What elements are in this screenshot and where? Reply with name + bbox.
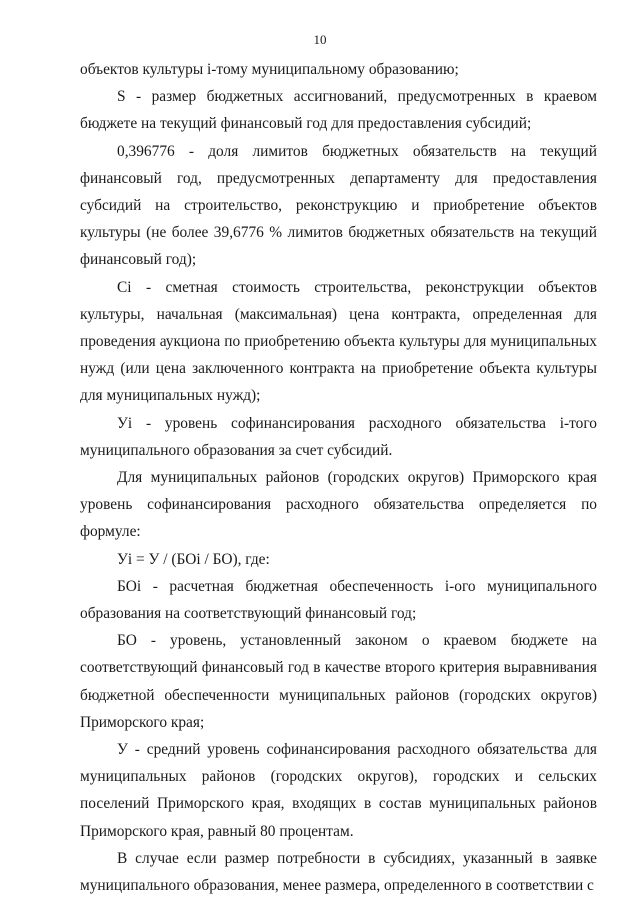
paragraph-continuation: объектов культуры i-тому муниципальному образованию; xyxy=(80,61,459,78)
paragraph-definition-bo: БО - уровень, установленный законом о краевом бюджете на соответствующий финансовый год в качестве второго критерия выравнивания бюджетной обеспеченности муниципальных районов (городских округов) Приморского края; xyxy=(80,632,597,731)
paragraph-final: В случае если размер потребности в субсидиях, указанный в заявке муниципального образования, менее размера, определенного в соответствии с xyxy=(80,849,597,895)
document-body xyxy=(80,56,597,899)
page-number: 10 xyxy=(313,32,327,47)
paragraph-definition-y: У - средний уровень софинансирования расходного обязательства для муниципальных районов (городских округов), городских и сельских поселений Приморского края, входящих в состав муниципальных районов Приморского края, равный 80 процентам. xyxy=(80,741,597,840)
paragraph-formula: Уi = У / (БОi / БО), где: xyxy=(117,550,270,568)
paragraph-definition-yi: Уi - уровень софинансирования расходного обязательства i-того муниципального образования за счет субсидий. xyxy=(80,414,597,459)
paragraph-definition-boi: БОi - расчетная бюджетная обеспеченность i-ого муниципального образования на соответствующий финансовый год; xyxy=(80,577,597,623)
paragraph-formula-intro: Для муниципальных районов (городских округов) Приморского края уровень софинансирования расходного обязательства определяется по формуле: xyxy=(80,469,597,541)
paragraph-definition-s: S - размер бюджетных ассигнований, предусмотренных в краевом бюджете на текущий финансовый год для предоставления субсидий; xyxy=(80,88,597,133)
paragraph-definition-share: 0,396776 - доля лимитов бюджетных обязательств на текущий финансовый год, предусмотренных департаменту для предоставления субсидий на строительство, реконструкцию и приобретение объектов культуры (не более 39,6776 % лимитов бюджетных обязательств на текущий финансовый год); xyxy=(80,142,597,269)
paragraph-definition-ci: Ci - сметная стоимость строительства, реконструкции объектов культуры, начальная (максимальная) цена контракта, определенная для проведения аукциона по приобретению объекта культуры для муниципальных нужд (или цена заключенного контракта на приобретение объекта культуры для муниципальных нужд); xyxy=(80,278,597,405)
